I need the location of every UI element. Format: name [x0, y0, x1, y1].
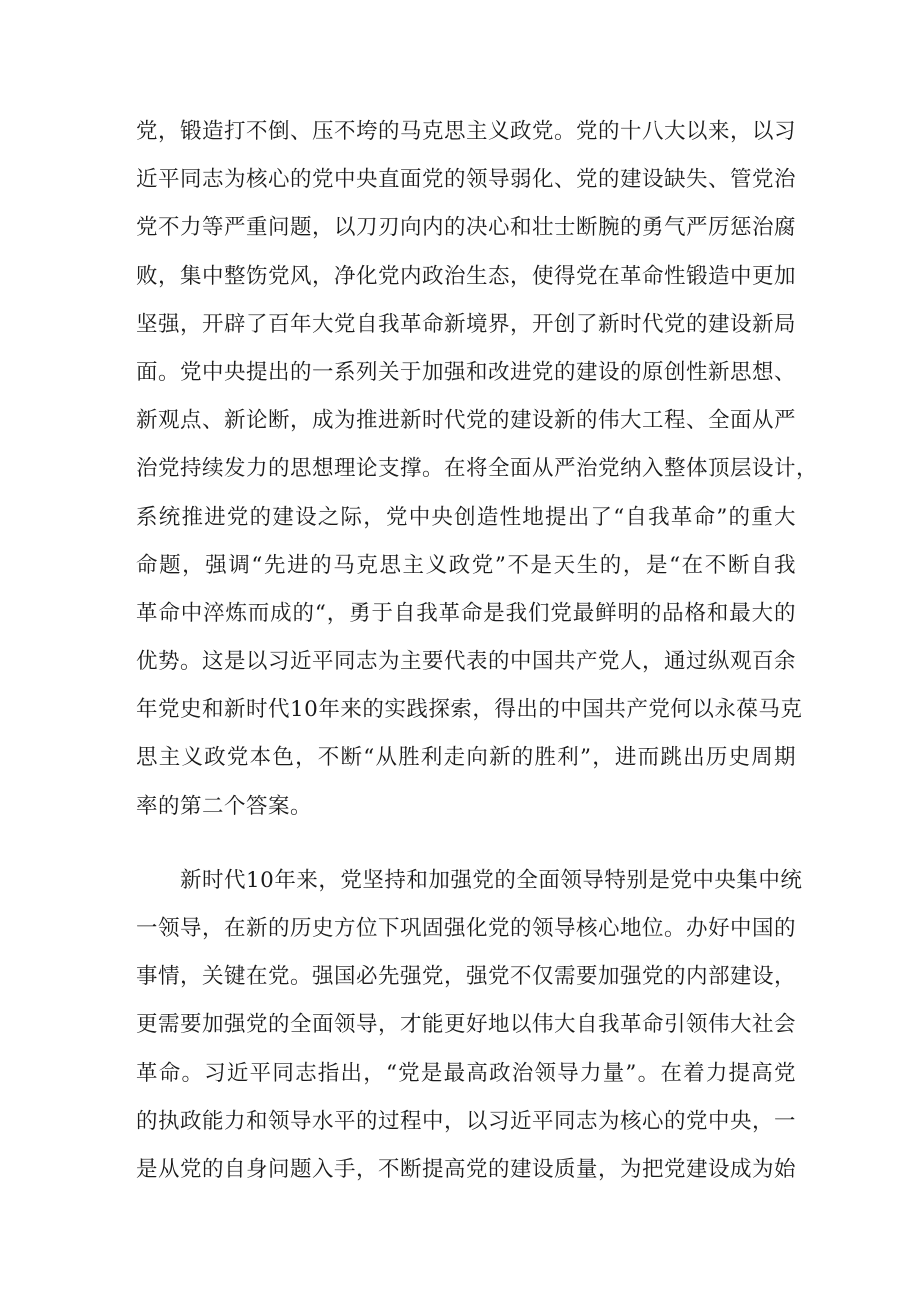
paragraph-spacer: [136, 831, 796, 857]
text-line: 治党持续发力的思想理论支撑。在将全面从严治党纳入整体顶层设计，: [136, 456, 819, 482]
text-line: 革命中淬炼而成的“，勇于自我革命是我们党最鲜明的品格和最大的: [136, 600, 796, 626]
text-line: 率的第二个答案。: [136, 793, 313, 819]
paragraph-1: [136, 108, 819, 831]
text-line: 新观点、新论断，成为推进新时代党的建设新的伟大工程、全面从严: [136, 408, 797, 434]
text-line: 优势。这是以习近平同志为主要代表的中国共产党人，通过纵观百余: [136, 649, 797, 675]
text-line: 近平同志为核心的党中央直面党的领导弱化、党的建设缺失、管党治: [136, 167, 797, 193]
text-line: 系统推进党的建设之际，党中央创造性地提出了“自我革命”的重大: [136, 504, 796, 530]
text-line: 新时代10年来，党坚持和加强党的全面领导特别是党中央集中统: [180, 867, 803, 893]
text-line: 一领导，在新的历史方位下巩固强化党的领导核心地位。办好中国的: [136, 916, 797, 941]
text-line: 年党史和新时代10年来的实践探索，得出的中国共产党何以永葆马克: [136, 697, 803, 723]
text-line: 更需要加强党的全面领导，才能更好地以伟大自我革命引领伟大社会: [136, 1012, 797, 1038]
text-line: 是从党的自身问题入手，不断提高党的建设质量，为把党建设成为始: [136, 1156, 797, 1182]
text-line: 面。党中央提出的一系列关于加强和改进党的建设的原创性新思想、: [136, 359, 797, 385]
text-line: 的执政能力和领导水平的过程中，以习近平同志为核心的党中央，一: [136, 1108, 797, 1134]
text-line: 党，锻造打不倒、压不垮的马克思主义政党。党的十八大以来，以习: [136, 119, 797, 144]
paragraph-2: [136, 857, 803, 1194]
text-line: 思主义政党本色，不断“从胜利走向新的胜利”，进而跳出历史周期: [136, 745, 796, 771]
text-line: 党不力等严重问题，以刀刃向内的决心和壮士断腕的勇气严厉惩治腐: [136, 215, 797, 241]
text-line: 坚强，开辟了百年大党自我革命新境界，开创了新时代党的建设新局: [136, 311, 797, 337]
text-line: 事情，关键在党。强国必先强党，强党不仅需要加强党的内部建设，: [136, 964, 797, 990]
text-line: 命题，强调“先进的马克思主义政党”不是天生的，是“在不断自我: [136, 552, 796, 578]
text-line: 革命。习近平同志指出，“党是最高政治领导力量”。在着力提高党: [136, 1060, 796, 1086]
document-body: [136, 108, 819, 1194]
text-line: 败，集中整饬党风，净化党内政治生态，使得党在革命性锻造中更加: [136, 263, 797, 289]
